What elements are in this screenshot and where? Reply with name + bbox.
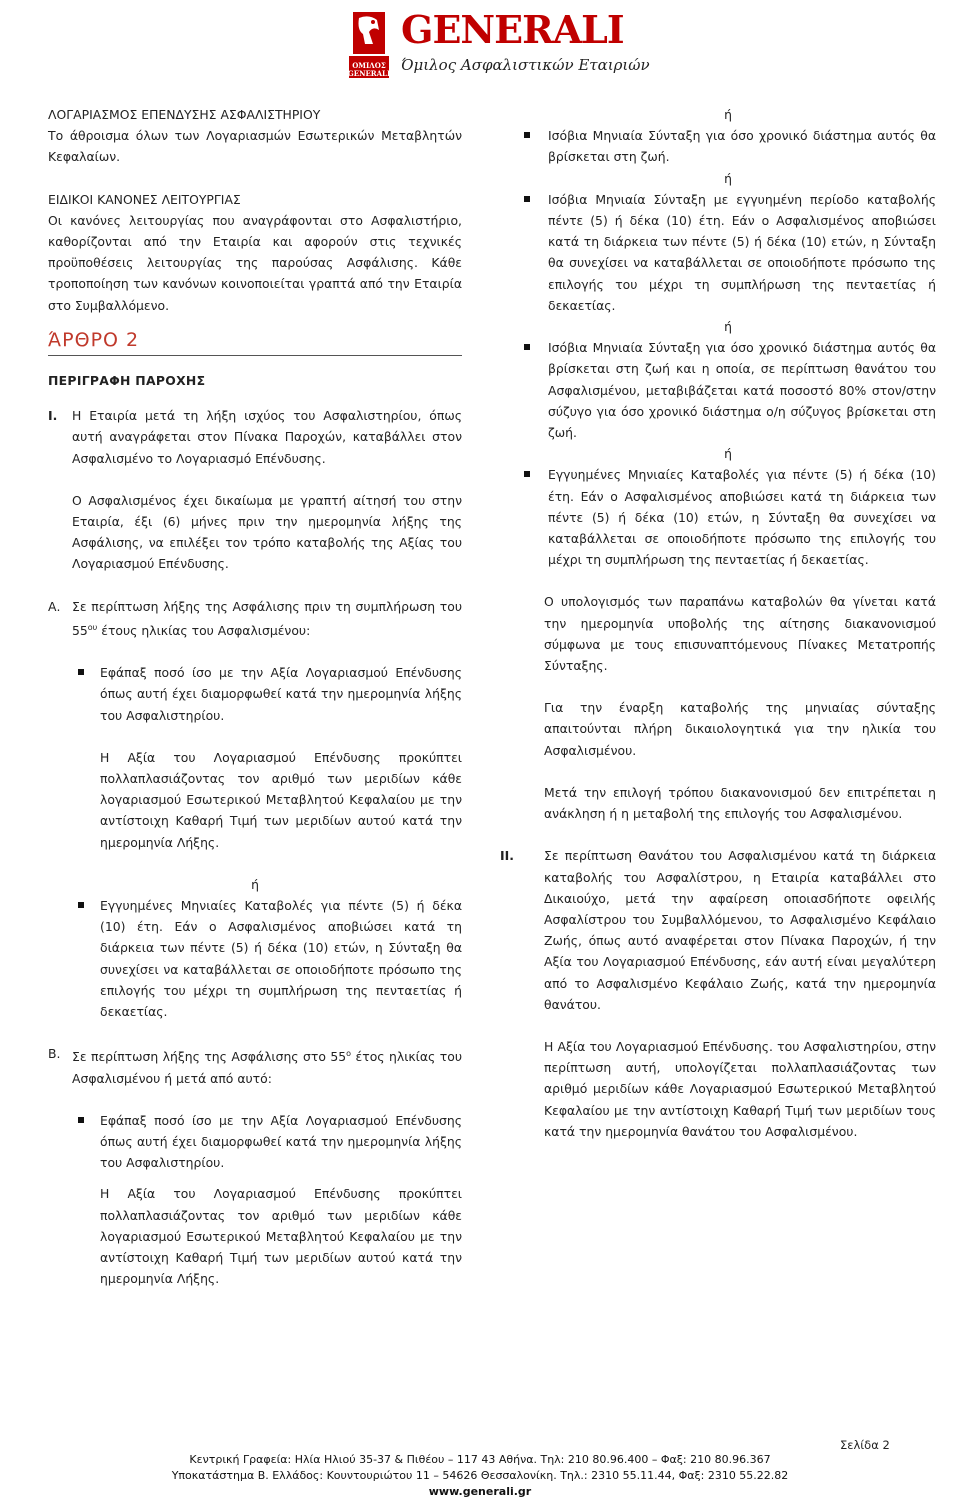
clause-ii [500, 845, 936, 1015]
investment-account-title: ΛΟΓΑΡΙΑΣΜΟΣ ΕΠΕΝΔΥΣΗΣ ΑΣΦΑΛΙΣΤΗΡΙΟΥ [48, 107, 321, 122]
option-bullet-4 [520, 464, 936, 570]
option-bullet-1-text: Ισόβια Μηνιαία Σύνταξη για όσο χρονικό διάστημα αυτός θα βρίσκεται στη ζωή. [548, 128, 936, 165]
clause-a-bullet-1-note: Η Αξία του Λογαριασμού Επένδυσης προκύπτει πολλαπλασιάζοντας τον αριθμό των μεριδίων κάθε λογαριασμού Εσωτερικού Μεταβλητού Κεφαλαίου με την αντίστοιχη Καθαρή Τιμή των μεριδίων αυτού κατά την ημερομηνία Λήξης. [100, 749, 462, 850]
clause-b-label: Β. [48, 1046, 61, 1062]
crest-caption: ΟΜΙΛΟΣ GENERALI [347, 61, 391, 78]
clause-a-sup: ου [87, 622, 98, 632]
clause-b-text [72, 1043, 462, 1089]
clause-a-bullet-1 [48, 662, 462, 726]
clause-a-text-post: έτους ηλικίας του Ασφαλισμένου: [101, 622, 311, 638]
special-rules-text: Οι κανόνες λειτουργίας που αναγράφονται στο Ασφαλιστήριο, καθορίζονται από την Εταιρία και αφορούν στις τεχνικές προϋποθέσεις λειτουργίας της παρούσας Ασφάλισης. Κάθε τροποποίηση των κανόνων κοινοποιείται γραπτά από την Εταιρία στο Συμβαλλόμενο. [48, 212, 462, 313]
irrevocable-paragraph: Μετά την επιλογή τρόπου διακανονισμού δεν επιτρέπεται η ανάκληση ή η μεταβολή της επιλογής του Ασφαλισμένου. [544, 784, 936, 822]
clause-a-bullet-2-text: Εγγυημένες Μηνιαίες Καταβολές για πέντε (5) ή δέκα (10) έτη. Εάν ο Ασφαλισμένος αποβιώσει κατά τη διάρκεια των πέντε (5) ή δέκα (10) ετών, η Σύνταξη θα συνεχίσει να καταβάλλεται σε οποιοδήποτε πρόσωπο της επιλογής του μέχρι τη συμπλήρωση της πενταετίας ή δεκαετίας. [100, 898, 462, 1020]
clause-ii-text: Σε περίπτωση Θανάτου του Ασφαλισμένου κατά τη διάρκεια καταβολής του Ασφαλίστρου, η Εταιρία καταβάλλει στο Δικαιούχο, μετά την αφαίρεση οποιασδήποτε οφειλής Ασφαλίστρου του Συμβαλλόμενου, το Ασφαλισμένο Κεφάλαιο Ζωής, όπως αυτό αναφέρεται στον Πίνακα Παροχών, ή την Αξία του Λογαριασμού Επένδυσης, εάν αυτή είναι μεγαλύτερη από το Ασφαλισμένο Κεφάλαιο Ζωής, κατά την ημερομηνία θανάτου. [544, 848, 936, 1012]
option-bullet-2 [520, 189, 936, 316]
clause-a [48, 596, 462, 642]
brand-subtitle: Όμιλος Ασφαλιστικών Εταιριών [401, 56, 650, 74]
clause-ii-label: II. [500, 848, 514, 864]
generali-logo [343, 4, 650, 84]
heading-divider [48, 355, 462, 356]
special-rules-title: ΕΙΔΙΚΟΙ ΚΑΝΟΝΕΣ ΛΕΙΤΟΥΡΓΙΑΣ [48, 191, 241, 207]
footer-address-1: Κεντρική Γραφεία: Ηλία Ηλιού 35-37 & Πιθέου – 117 43 Αθήνα. Τηλ: 210 80.96.400 – Φαξ: 210 80.96.367 [189, 1453, 771, 1466]
or-separator: ή [724, 170, 732, 186]
article-heading: ΆΡΘΡΟ 2 [48, 328, 140, 351]
footer-address-2: Υποκατάστημα Β. Ελλάδος: Κουντουριώτου 11 – 54626 Θεσσαλονίκη. Τηλ.: 2310 55.11.44, Φαξ: 2310 55.22.82 [171, 1469, 789, 1482]
clause-i-text-2: Ο Ασφαλισμένος έχει δικαίωμα με γραπτή αίτησή του στην Εταιρία, έξι (6) μήνες πριν την ημερομηνία λήξης της Ασφάλισης, να επιλέξει τον τρόπο καταβολής της Αξίας του Λογαριασμού Επένδυσης. [72, 492, 462, 572]
calculation-paragraph: Ο υπολογισμός των παραπάνω καταβολών θα γίνεται κατά την ημερομηνία υποβολής της αίτησης διακανονισμού σύμφωνα με τους επισυναπτόμενους Πίνακες Μετατροπής Σύνταξης. [544, 594, 936, 674]
page-number: Σελίδα 2 [840, 1438, 890, 1452]
bullet-square-icon [524, 196, 530, 202]
option-bullet-3 [520, 337, 936, 443]
or-separator: ή [724, 319, 732, 335]
clause-b-bullet-1 [48, 1110, 462, 1174]
clause-b-text-post: έτος ηλικίας του Ασφαλισμένου ή μετά από αυτό: [72, 1049, 462, 1086]
bullet-square-icon [78, 902, 84, 908]
section-heading: ΠΕΡΙΓΡΑΦΗ ΠΑΡΟΧΗΣ [48, 373, 206, 389]
brand-name: GENERALI [401, 7, 624, 52]
option-bullet-4-text: Εγγυημένες Μηνιαίες Καταβολές για πέντε (5) ή δέκα (10) έτη. Εάν ο Ασφαλισμένος αποβιώσει κατά τη διάρκεια των πέντε (5) ή δέκα (10) ετών, η Σύνταξη θα συνεχίσει να καταβάλλεται σε οποιοδήποτε πρόσωπο της επιλογής του μέχρι τη συμπλήρωση της πενταετίας ή δεκαετίας. [548, 467, 936, 568]
clause-a-text-pre: Σε περίπτωση λήξης της Ασφάλισης πριν τη συμπλήρωση του 55 [72, 598, 462, 638]
documents-paragraph: Για την έναρξη καταβολής της μηνιαίας σύνταξης απαιτούνται πλήρη δικαιολογητικά για την ηλικία του Ασφαλισμένου. [544, 700, 936, 758]
clause-ii-text-2: Η Αξία του Λογαριασμού Επένδυσης. του Ασφαλιστηρίου, στην περίπτωση αυτή, υπολογίζεται πολλαπλασιάζοντας των αριθμό μεριδίων κάθε Λογαριασμού Εσωτερικού Μεταβλητού Κεφαλαίου με την αντίστοιχη Καθαρή Τιμή των μεριδίων τους κατά την ημερομηνία θανάτου του Ασφαλισμένου. [544, 1038, 936, 1139]
or-separator: ή [724, 446, 732, 462]
left-column [48, 104, 462, 1289]
right-column [500, 104, 936, 1142]
footer-url[interactable]: www.generali.gr [428, 1485, 532, 1498]
clause-a-bullet-1-text: Εφάπαξ ποσό ίσο με την Αξία Λογαριασμού Επένδυσης όπως αυτή έχει διαμορφωθεί κατά την ημερομηνία λήξης του Ασφαλιστηρίου. [100, 665, 462, 723]
clause-i-label: I. [48, 408, 58, 424]
clause-b-sup: ο [346, 1049, 352, 1059]
option-bullet-2-text: Ισόβια Μηνιαία Σύνταξη με εγγυημένη περίοδο καταβολής πέντε (5) ή δέκα (10) έτη. Εάν ο Ασφαλισμένος αποβιώσει κατά τη διάρκεια των πέντε (5) ή δέκα (10) ετών, η Σύνταξη θα συνεχίσει να καταβάλλεται σε οποιοδήποτε πρόσωπο της επιλογής του μέχρι τη συμπλήρωση της πενταετίας ή δεκαετίας. [548, 191, 936, 313]
or-separator: ή [724, 107, 732, 122]
option-bullet-1 [520, 125, 936, 167]
clause-b-bullet-1-text: Εφάπαξ ποσό ίσο με την Αξία Λογαριασμού Επένδυσης όπως αυτή έχει διαμορφωθεί κατά την ημερομηνία λήξης του Ασφαλιστηρίου. [100, 1112, 462, 1171]
bullet-square-icon [78, 669, 84, 675]
clause-b-text-pre: Σε περίπτωση λήξης της Ασφάλισης στο 55 [72, 1049, 347, 1065]
investment-account-text: Το άθροισμα όλων των Λογαριασμών Εσωτερικών Μεταβλητών Κεφαλαίων. [48, 128, 462, 165]
or-separator: ή [251, 876, 259, 892]
clause-b [48, 1043, 462, 1089]
clause-i-text: Η Εταιρία μετά τη λήξη ισχύος του Ασφαλιστηρίου, όπως αυτή αναγράφεται στον Πίνακα Παροχών, καταβάλλει στον Ασφαλισμένο το Λογαριασμό Επένδυσης. [72, 408, 462, 466]
clause-b-bullet-1-note: Η Αξία του Λογαριασμού Επένδυσης προκύπτει πολλαπλασιάζοντας τον αριθμό των μεριδίων κάθε λογαριασμού Εσωτερικού Μεταβλητού Κεφαλαίου με την αντίστοιχη Καθαρή Τιμή των μεριδίων αυτού κατά την ημερομηνία Λήξης. [100, 1186, 462, 1287]
clause-a-bullet-2 [48, 895, 462, 1022]
bullet-square-icon [524, 132, 530, 138]
clause-a-label: Α. [48, 598, 61, 614]
option-bullet-3-text: Ισόβια Μηνιαία Σύνταξη για όσο χρονικό διάστημα αυτός θα βρίσκεται στη ζωή και η οποία, σε περίπτωση θανάτου του Ασφαλισμένου, μεταβιβάζεται κατά ποσοστό 80% στον/στην σύζυγο για όσο χρονικό διάστημα ο/η σύζυγος βρίσκεται στη ζωή. [548, 340, 936, 441]
clause-a-text [72, 596, 462, 642]
bullet-square-icon [524, 344, 530, 350]
bullet-square-icon [78, 1117, 84, 1123]
bullet-square-icon [524, 471, 530, 477]
clause-i [48, 405, 462, 469]
